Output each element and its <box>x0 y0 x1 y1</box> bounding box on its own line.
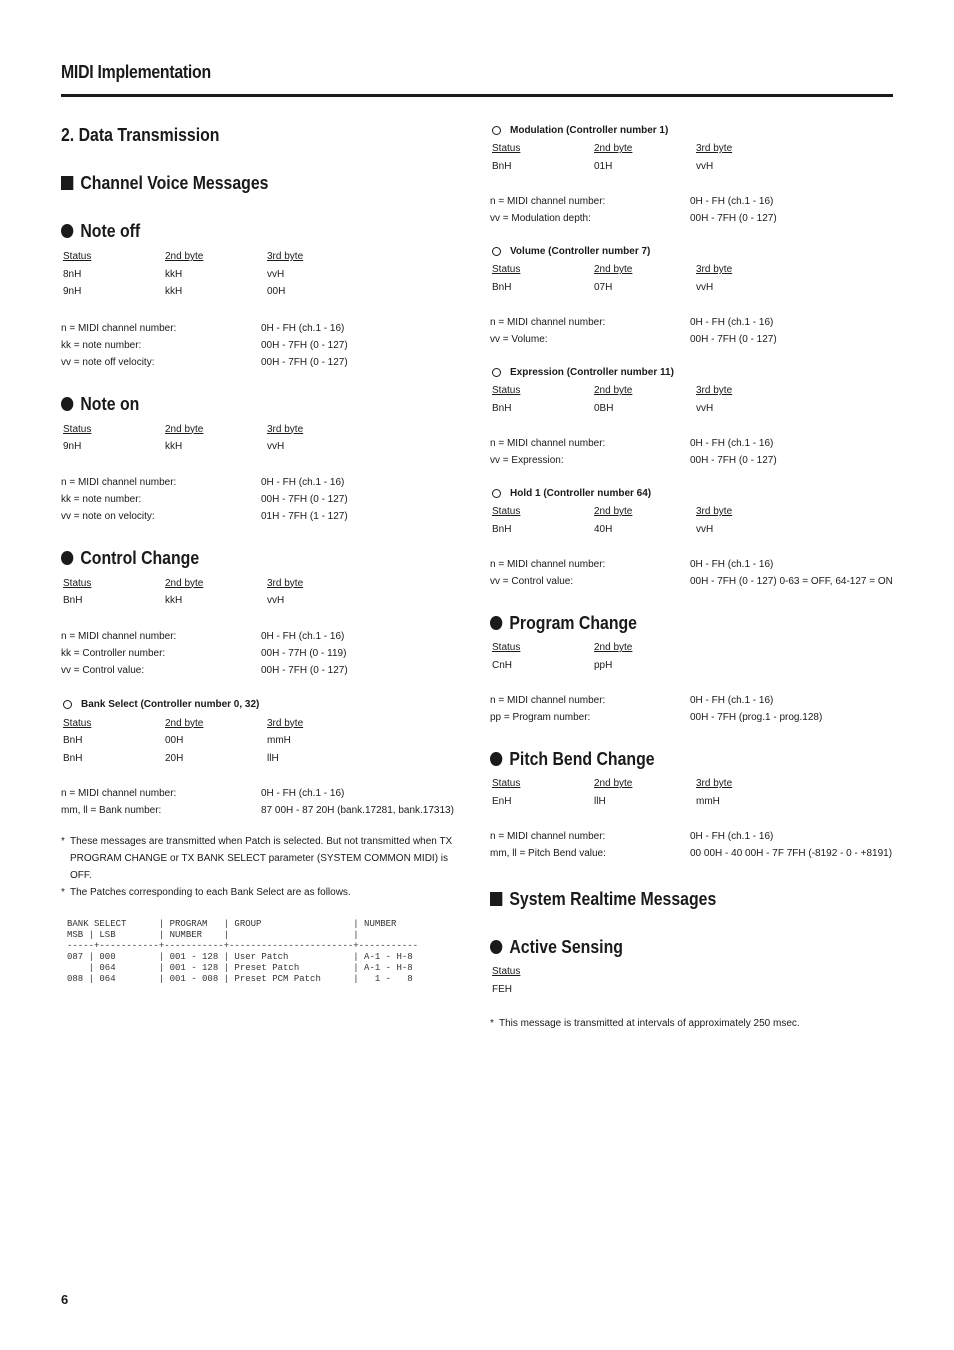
ring-bullet-icon <box>492 247 501 256</box>
table-header-row: Status 2nd byte <box>492 642 633 653</box>
param-row: kk = Controller number: 00H - 77H (0 - 119) <box>61 647 347 659</box>
header-rule <box>61 94 893 97</box>
disc-bullet-icon <box>61 551 73 565</box>
modulation-title: Modulation (Controller number 1) <box>490 122 894 138</box>
hold-title: Hold 1 (Controller number 64) <box>490 485 894 501</box>
bank-select-title: Bank Select (Controller number 0, 32) <box>61 697 461 713</box>
bank-patch-table <box>67 919 461 985</box>
param-row: n = MIDI channel number: 0H - FH (ch.1 - 16) <box>61 322 345 334</box>
program-change-title: Program Change <box>490 610 846 636</box>
table-row: BnH 07H vvH <box>492 281 714 293</box>
table-row: BnH 40H vvH <box>492 523 714 535</box>
table-row: BnH 00H mmH <box>63 735 291 746</box>
bank-select-params <box>61 785 461 819</box>
left-column <box>61 122 461 985</box>
table-row: CnH ppH <box>492 659 613 671</box>
active-sensing-note <box>490 1015 894 1032</box>
disc-bullet-icon <box>490 616 502 630</box>
pitch-bend-params <box>490 828 894 862</box>
bank-select-table <box>61 715 461 768</box>
disc-bullet-icon <box>490 940 502 954</box>
table-header-row: Status 2nd byte 3rd byte <box>492 385 733 396</box>
table-header-row: Status 2nd byte 3rd byte <box>492 143 733 154</box>
pitch-bend-title: Pitch Bend Change <box>490 746 846 772</box>
ring-bullet-icon <box>492 126 501 135</box>
param-row: n = MIDI channel number: 0H - FH (ch.1 - 16) <box>61 788 345 799</box>
ring-bullet-icon <box>492 489 501 498</box>
group-title-system-realtime: System Realtime Messages <box>490 886 846 912</box>
table-row: 8nH kkH vvH <box>63 268 285 280</box>
table-row: 087 | 000 | 001 - 128 | User Patch | A-1 - H-8 <box>67 952 413 962</box>
disc-bullet-icon <box>61 224 73 238</box>
hold-params <box>490 556 894 590</box>
param-row: vv = Control value: 00H - 7FH (0 - 127) <box>61 664 348 676</box>
table-row: BnH 20H llH <box>63 752 279 764</box>
page-number: 6 <box>61 1292 69 1307</box>
square-bullet-icon <box>490 892 502 906</box>
ring-bullet-icon <box>63 700 72 709</box>
table-header-row: Status 2nd byte 3rd byte <box>63 717 304 729</box>
disc-bullet-icon <box>490 752 502 766</box>
table-header-row: Status 2nd byte 3rd byte <box>63 577 304 589</box>
section-title: 2. Data Transmission <box>61 125 220 145</box>
table-row: | 064 | 001 - 128 | Preset Patch | A-1 - H-8 <box>67 963 413 973</box>
volume-table <box>490 261 894 296</box>
expression-table <box>490 382 894 417</box>
param-row: n = MIDI channel number: 0H - FH (ch.1 - 16) <box>490 559 774 570</box>
param-row: vv = note on velocity: 01H - 7FH (1 - 127) <box>61 510 348 522</box>
table-header-row: Status 2nd byte 3rd byte <box>492 506 733 517</box>
param-row: mm, ll = Pitch Bend value: 00 00H - 40 00H - 7F 7FH (-8192 - 0 - +8191) <box>490 848 893 859</box>
expression-title: Expression (Controller number 11) <box>490 364 894 380</box>
note-on-title: Note on <box>61 391 413 417</box>
bank-table-header-1: BANK SELECT | PROGRAM | GROUP | NUMBER <box>67 919 397 929</box>
param-row: n = MIDI channel number: 0H - FH (ch.1 - 16) <box>490 831 774 842</box>
right-column <box>490 122 894 1032</box>
table-header-row: Status 2nd byte 3rd byte <box>492 264 733 275</box>
note-off-params <box>61 320 461 371</box>
param-row: vv = Modulation depth: 00H - 7FH (0 - 127) <box>490 213 777 224</box>
param-row: n = MIDI channel number: 0H - FH (ch.1 - 16) <box>61 630 345 642</box>
page-header <box>61 62 893 83</box>
note-on-params <box>61 474 461 525</box>
param-row: n = MIDI channel number: 0H - FH (ch.1 - 16) <box>490 317 774 328</box>
note-off-table <box>61 248 461 301</box>
param-row: n = MIDI channel number: 0H - FH (ch.1 - 16) <box>490 695 774 706</box>
expression-params <box>490 435 894 469</box>
table-row: FEH <box>492 983 512 995</box>
param-row: pp = Program number: 00H - 7FH (prog.1 - prog.128) <box>490 712 823 723</box>
control-change-title: Control Change <box>61 545 413 571</box>
ring-bullet-icon <box>492 368 501 377</box>
control-change-params <box>61 628 461 679</box>
param-row: n = MIDI channel number: 0H - FH (ch.1 - 16) <box>61 476 345 488</box>
modulation-params <box>490 193 894 227</box>
volume-title: Volume (Controller number 7) <box>490 243 894 259</box>
param-row: kk = note number: 00H - 7FH (0 - 127) <box>61 339 348 351</box>
active-sensing-title: Active Sensing <box>490 934 846 960</box>
table-header-row: Status <box>492 966 521 977</box>
program-change-table <box>490 639 894 674</box>
table-header-row: Status 2nd byte 3rd byte <box>63 251 304 262</box>
table-row: EnH llH mmH <box>492 795 720 807</box>
square-bullet-icon <box>61 176 73 190</box>
hold-table <box>490 503 894 538</box>
volume-params <box>490 314 894 348</box>
modulation-table <box>490 140 894 175</box>
table-row: BnH 01H vvH <box>492 160 714 172</box>
disc-bullet-icon <box>61 397 73 411</box>
bank-select-notes <box>61 833 461 901</box>
table-header-row: Status 2nd byte 3rd byte <box>63 423 304 435</box>
program-change-params <box>490 692 894 726</box>
group-title-channel-voice: Channel Voice Messages <box>61 170 413 196</box>
param-row: vv = note off velocity: 00H - 7FH (0 - 127) <box>61 356 348 368</box>
note-off-title: Note off <box>61 218 413 244</box>
param-row: mm, ll = Bank number: 87 00H - 87 20H (bank.17281, bank.17313) <box>61 805 454 816</box>
bank-table-divider: -----+-----------+-----------+-----------------------+----------- <box>67 941 419 951</box>
param-row: vv = Volume: 00H - 7FH (0 - 127) <box>490 334 777 345</box>
table-header-row: Status 2nd byte 3rd byte <box>492 778 733 789</box>
pitch-bend-table <box>490 775 894 810</box>
param-row: kk = note number: 00H - 7FH (0 - 127) <box>61 493 348 505</box>
footnote: * The Patches corresponding to each Bank Select are as follows. <box>61 887 351 898</box>
page-title: MIDI Implementation <box>61 62 211 82</box>
footnote: * These messages are transmitted when Patch is selected. But not transmitted when TX PROGRAM CHANGE or TX BANK SELECT parameter (SYSTEM COMMON MIDI) is OFF. <box>61 836 453 881</box>
note-on-table <box>61 421 461 456</box>
table-row: BnH 0BH vvH <box>492 402 714 414</box>
param-row: vv = Control value: 00H - 7FH (0 - 127) 0-63 = OFF, 64-127 = ON <box>490 576 893 587</box>
bank-table-header-2: MSB | LSB | NUMBER | | <box>67 930 359 940</box>
param-row: n = MIDI channel number: 0H - FH (ch.1 - 16) <box>490 438 774 449</box>
control-change-table <box>61 575 461 610</box>
table-row: 9nH kkH 00H <box>63 286 286 297</box>
footnote: * This message is transmitted at intervals of approximately 250 msec. <box>490 1018 800 1029</box>
table-row: BnH kkH vvH <box>63 595 285 606</box>
table-row: 9nH kkH vvH <box>63 441 285 452</box>
param-row: vv = Expression: 00H - 7FH (0 - 127) <box>490 455 777 466</box>
table-row: 088 | 064 | 001 - 008 | Preset PCM Patch | 1 - 8 <box>67 974 413 984</box>
param-row: n = MIDI channel number: 0H - FH (ch.1 - 16) <box>490 196 774 207</box>
active-sensing-table <box>490 963 894 998</box>
